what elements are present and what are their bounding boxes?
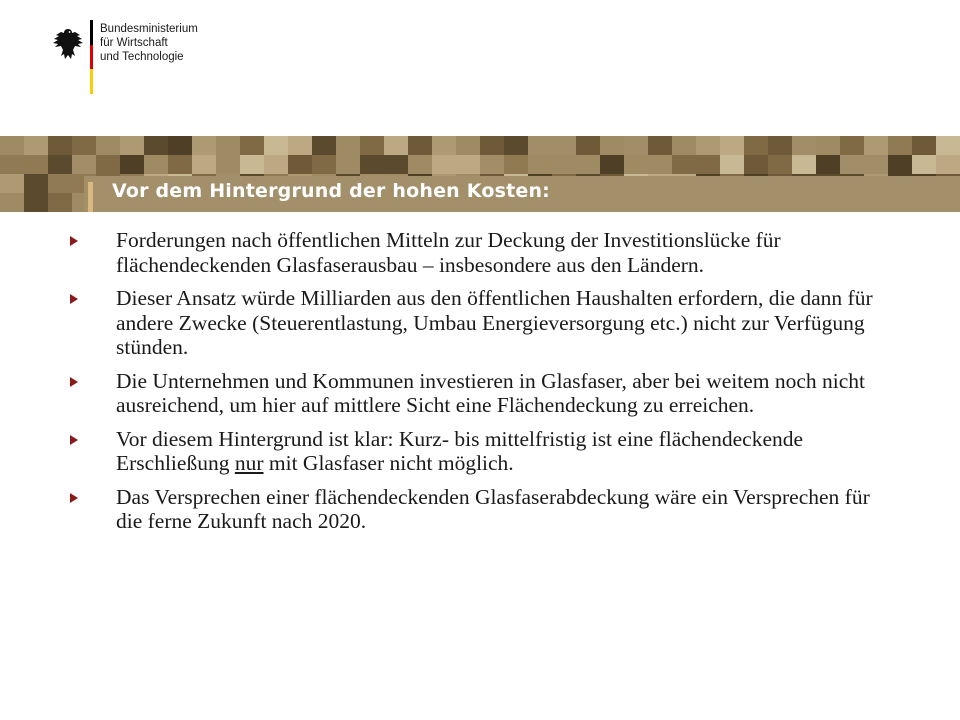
bullet-item	[70, 485, 900, 534]
bullet-arrow-icon	[70, 236, 78, 246]
mosaic-tile	[936, 155, 960, 174]
mosaic-tile	[0, 136, 24, 155]
mosaic-tile	[312, 155, 336, 174]
title-banner	[0, 136, 960, 212]
mosaic-tile	[792, 136, 816, 155]
mosaic-tile	[24, 174, 48, 193]
bullet-text-after: mit Glasfaser nicht möglich.	[263, 451, 514, 475]
mosaic-tile	[408, 136, 432, 155]
mosaic-tile	[576, 155, 600, 174]
ministry-line-3: und Technologie	[100, 51, 184, 63]
mosaic-tile	[624, 155, 648, 174]
mosaic-tile	[744, 155, 768, 174]
mosaic-tile	[192, 155, 216, 174]
mosaic-tile	[504, 155, 528, 174]
mosaic-tile	[96, 155, 120, 174]
mosaic-tile	[24, 193, 48, 212]
slide-title: Vor dem Hintergrund der hohen Kosten:	[112, 180, 550, 202]
mosaic-tile	[720, 136, 744, 155]
bullet-item	[70, 228, 900, 277]
mosaic-tile	[336, 136, 360, 155]
mosaic-tile	[360, 155, 384, 174]
mosaic-tile	[888, 136, 912, 155]
mosaic-tile	[768, 136, 792, 155]
bullet-text: Dieser Ansatz würde Milliarden aus den öffentlichen Haushalten erfordern, die dann für andere Zwecke (Steuerentlastung, Umbau Energieversorgung etc.) nicht zur Verfügung stünden.	[116, 286, 873, 359]
flag-red	[90, 45, 93, 70]
mosaic-tile	[48, 193, 72, 212]
mosaic-tile	[672, 155, 696, 174]
title-accent	[88, 182, 93, 212]
mosaic-tile	[264, 155, 288, 174]
flag-bar	[90, 20, 93, 94]
mosaic-tile	[216, 155, 240, 174]
flag-gold	[90, 69, 93, 94]
ministry-line-2: für Wirtschaft	[100, 37, 168, 49]
mosaic-tile	[144, 155, 168, 174]
bullet-arrow-icon	[70, 377, 78, 387]
mosaic-tile	[528, 136, 552, 155]
mosaic-tile	[240, 136, 264, 155]
ministry-line-1: Bundesministerium	[100, 23, 198, 35]
mosaic-tile	[456, 155, 480, 174]
mosaic-tile	[504, 136, 528, 155]
mosaic-tile	[600, 155, 624, 174]
bullet-arrow-icon	[70, 493, 78, 503]
mosaic-tile	[816, 136, 840, 155]
bullet-item	[70, 286, 900, 360]
bullet-arrow-icon	[70, 435, 78, 445]
bullet-item	[70, 427, 900, 476]
mosaic-tile	[384, 155, 408, 174]
mosaic-tile	[648, 155, 672, 174]
mosaic-tile	[24, 136, 48, 155]
mosaic-tile	[744, 136, 768, 155]
mosaic-tile	[336, 155, 360, 174]
mosaic-tile	[888, 155, 912, 174]
bullet-list	[70, 228, 900, 543]
bullet-text-before: Vor diesem Hintergrund ist klar: Kurz- bis mittelfristig ist eine flächendeckende Erschließung	[116, 426, 804, 475]
mosaic-tile	[168, 136, 192, 155]
bullet-text: Forderungen nach öffentlichen Mitteln zur Deckung der Investitionslücke für flächendeckenden Glasfaserausbau – insbesondere aus den Ländern.	[116, 228, 781, 277]
mosaic-tile	[936, 136, 960, 155]
mosaic-tile	[576, 136, 600, 155]
mosaic-tile	[768, 155, 792, 174]
mosaic-tile	[312, 136, 336, 155]
mosaic-tile	[120, 136, 144, 155]
mosaic-tile	[72, 136, 96, 155]
mosaic-tile	[48, 136, 72, 155]
mosaic-tile	[696, 155, 720, 174]
ministry-logo	[52, 18, 312, 94]
mosaic-tile	[864, 155, 888, 174]
mosaic-tile	[648, 136, 672, 155]
mosaic-tile	[0, 193, 24, 212]
flag-black	[90, 20, 93, 45]
bullet-text: Das Versprechen einer flächendeckenden Glasfaserabdeckung wäre ein Versprechen für die ferne Zukunft nach 2020.	[116, 484, 870, 533]
mosaic-tile	[0, 155, 24, 174]
mosaic-tile	[600, 136, 624, 155]
mosaic-tile	[384, 136, 408, 155]
mosaic-tile	[96, 136, 120, 155]
mosaic-tile	[672, 136, 696, 155]
mosaic-tile	[552, 136, 576, 155]
mosaic-tile	[216, 136, 240, 155]
mosaic-tile	[24, 155, 48, 174]
mosaic-tile	[288, 155, 312, 174]
mosaic-tile	[528, 155, 552, 174]
mosaic-tile	[792, 155, 816, 174]
mosaic-tile	[624, 136, 648, 155]
mosaic-tile	[480, 136, 504, 155]
mosaic-tile	[480, 155, 504, 174]
mosaic-tile	[120, 155, 144, 174]
mosaic-tile	[912, 155, 936, 174]
ministry-name	[100, 22, 198, 64]
bullet-text-underlined: nur	[234, 451, 264, 475]
mosaic-tile	[144, 136, 168, 155]
mosaic-tile	[72, 155, 96, 174]
bullet-text: Die Unternehmen und Kommunen investieren in Glasfaser, aber bei weitem noch nicht ausreichend, um hier auf mittlere Sicht eine Flächendeckung zu erreichen.	[116, 368, 866, 417]
mosaic-tile	[408, 155, 432, 174]
mosaic-tile	[192, 136, 216, 155]
mosaic-tile	[0, 174, 24, 193]
federal-eagle-icon	[52, 26, 84, 62]
mosaic-tile	[432, 136, 456, 155]
mosaic-tile	[48, 174, 72, 193]
mosaic-tile	[816, 155, 840, 174]
mosaic-tile	[240, 155, 264, 174]
mosaic-tile	[264, 136, 288, 155]
mosaic-tile	[840, 136, 864, 155]
mosaic-tile	[168, 155, 192, 174]
mosaic-tile	[360, 136, 384, 155]
mosaic-tile	[864, 136, 888, 155]
mosaic-tile	[48, 155, 72, 174]
mosaic-tile	[552, 155, 576, 174]
mosaic-tile	[456, 136, 480, 155]
mosaic-tile	[840, 155, 864, 174]
mosaic-tile	[912, 136, 936, 155]
mosaic-tile	[696, 136, 720, 155]
mosaic-tile	[432, 155, 456, 174]
bullet-arrow-icon	[70, 294, 78, 304]
bullet-item	[70, 369, 900, 418]
mosaic-tile	[288, 136, 312, 155]
mosaic-tile	[720, 155, 744, 174]
